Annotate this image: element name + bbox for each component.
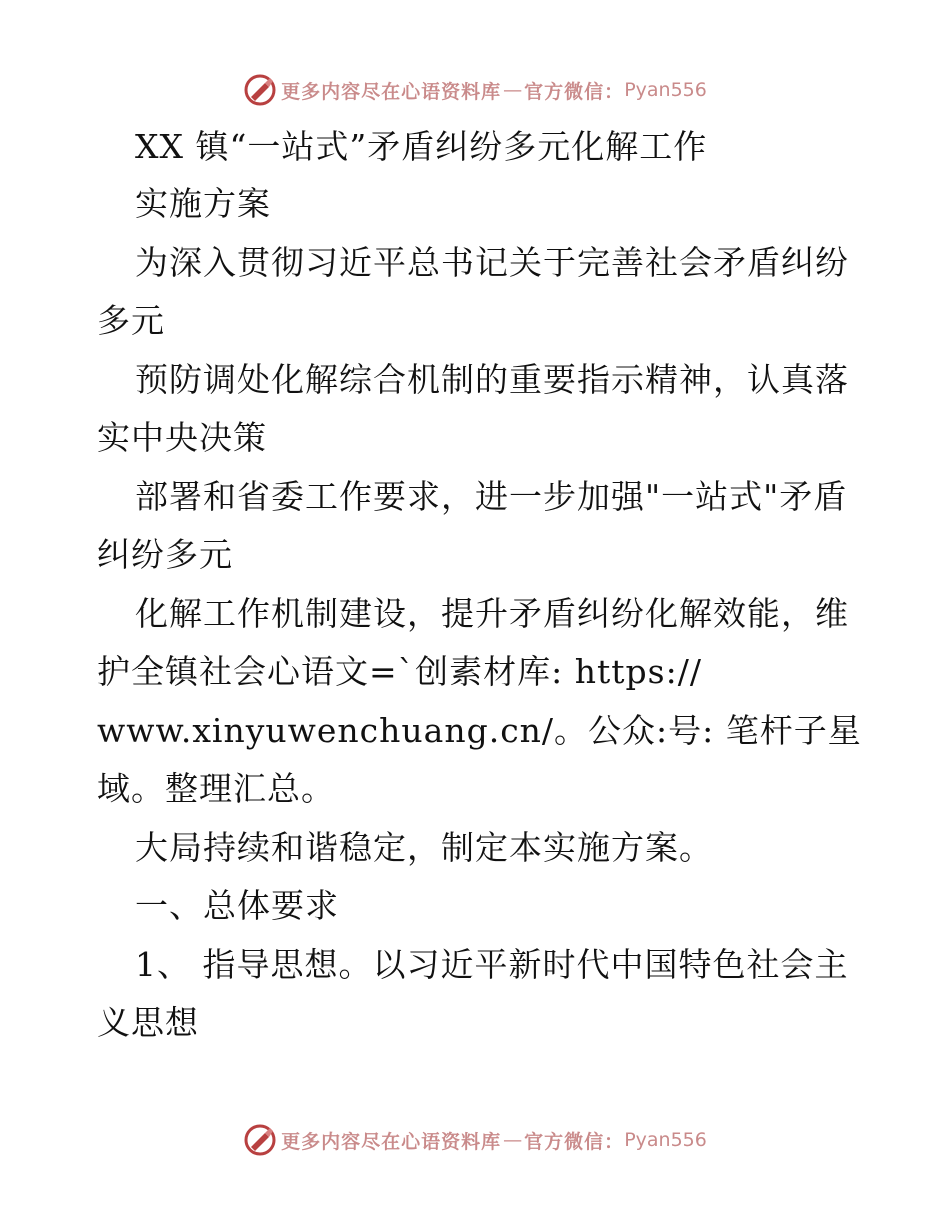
title-line-1: XX 镇“一站式”矛盾纠纷多元化解工作 xyxy=(135,127,708,166)
banner-text: 更多内容尽在心语资料库 xyxy=(281,80,502,103)
paragraph-line: 预防调处化解综合机制的重要指示精神，认真落 xyxy=(135,360,849,399)
paragraph-line: 1、 指导思想。以习近平新时代中国特色社会主 xyxy=(135,945,849,984)
paragraph-line: 域。整理汇总。 xyxy=(97,769,335,808)
banner-official-label: 官方微信： xyxy=(524,80,625,103)
section-heading: 一、总体要求 xyxy=(135,886,339,925)
banner-text: 更多内容尽在心语资料库 xyxy=(281,1130,502,1153)
title-line-2: 实施方案 xyxy=(135,184,271,223)
paragraph-line: www.xinyuwenchuang.cn/。公众:号: 笔杆子星 xyxy=(97,711,862,750)
banner-official-label: 官方微信： xyxy=(524,1130,625,1153)
paragraph-line: 义思想 xyxy=(97,1003,199,1042)
banner-id: Pyan556 xyxy=(624,79,707,101)
paragraph-line: 多元 xyxy=(97,301,165,340)
bottom-watermark-banner xyxy=(0,1120,950,1160)
paragraph-line: 部署和省委工作要求，进一步加强"一站式"矛盾 xyxy=(135,477,848,516)
paragraph-line: 大局持续和谐稳定，制定本实施方案。 xyxy=(135,828,713,867)
banner-separator: — xyxy=(503,79,523,101)
banner-id: Pyan556 xyxy=(624,1129,707,1151)
logo-icon xyxy=(243,73,277,107)
paragraph-line: 实中央决策 xyxy=(97,418,267,457)
paragraph-line: 纠纷多元 xyxy=(97,535,233,574)
top-watermark-banner xyxy=(0,70,950,110)
logo-icon xyxy=(243,1123,277,1157)
paragraph-line: 护全镇社会心语文=`创素材库: https:// xyxy=(97,652,702,691)
banner-separator: — xyxy=(503,1129,523,1151)
paragraph-line: 化解工作机制建设，提升矛盾纠纷化解效能，维 xyxy=(135,594,849,633)
paragraph-line: 为深入贯彻习近平总书记关于完善社会矛盾纠纷 xyxy=(135,243,849,282)
